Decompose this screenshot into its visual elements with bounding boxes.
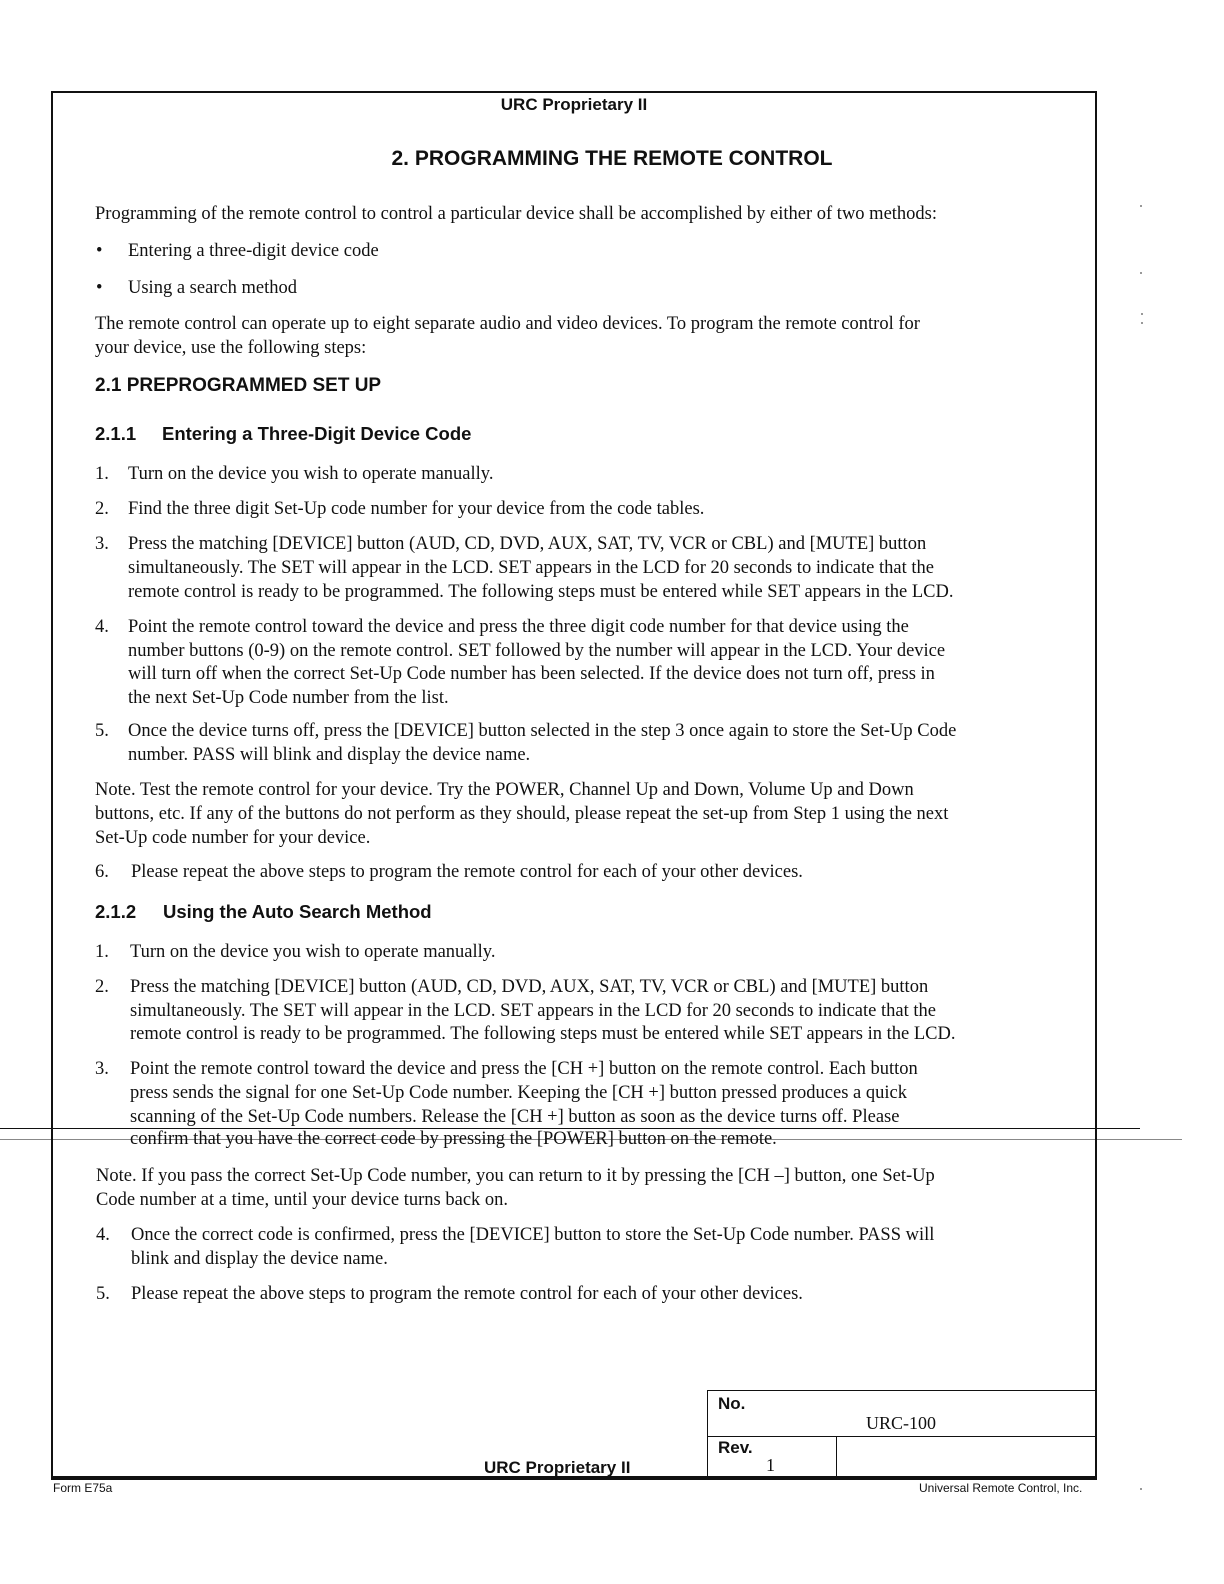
- struck-text-line: confirm that you have the correct code by pressing the [POWER] button on the remote.: [130, 1129, 777, 1149]
- step-number: 2.: [95, 977, 109, 997]
- step-number: 1.: [95, 464, 109, 484]
- step-number: 4.: [95, 617, 109, 637]
- step-number: 5.: [95, 721, 109, 741]
- section-number-2-1-1: 2.1.1: [95, 423, 137, 444]
- bullet-item: Using a search method: [128, 278, 298, 298]
- doc-number-box: [707, 1390, 1097, 1437]
- scan-mark: [1141, 322, 1143, 324]
- step-line: Point the remote control toward the device and press the three digit code number for that device using the: [128, 617, 909, 637]
- step-line: the next Set-Up Code number from the list.: [128, 688, 449, 708]
- step-line: number. PASS will blink and display the device name.: [128, 745, 531, 765]
- footer-rule: [51, 1478, 1097, 1480]
- note-line: buttons, etc. If any of the buttons do not perform as they should, please repeat the set-up from Step 1 using the next: [95, 804, 949, 824]
- doc-number-value: URC-100: [866, 1413, 937, 1433]
- step-line: press sends the signal for one Set-Up Code number. Keeping the [CH +] button pressed produces a quick: [130, 1083, 907, 1103]
- intro2-line: The remote control can operate up to eight separate audio and video devices. To program the remote control for: [95, 314, 920, 334]
- step-line: Turn on the device you wish to operate manually.: [130, 942, 496, 962]
- step-line: Point the remote control toward the device and press the [CH +] button on the remote control. Each button: [130, 1059, 918, 1079]
- revision-label: Rev.: [718, 1438, 753, 1457]
- step-line: will turn off when the correct Set-Up Code number has been selected. If the device does not turn off, press in: [128, 664, 935, 684]
- step-line: blink and display the device name.: [131, 1249, 388, 1269]
- step-line: Press the matching [DEVICE] button (AUD, CD, DVD, AUX, SAT, TV, VCR or CBL) and [MUTE] button: [130, 977, 929, 997]
- step-line: scanning of the Set-Up Code numbers. Release the [CH +] button as soon as the device turns off. Please: [130, 1107, 900, 1127]
- page-title: 2. PROGRAMMING THE REMOTE CONTROL: [391, 147, 833, 170]
- note-line: Code number at a time, until your device turns back on.: [96, 1190, 509, 1210]
- form-number: Form E75a: [53, 1481, 113, 1495]
- scan-mark: [1140, 1488, 1142, 1490]
- step-line: Press the matching [DEVICE] button (AUD, CD, DVD, AUX, SAT, TV, VCR or CBL) and [MUTE] button: [128, 534, 927, 554]
- step-line: Turn on the device you wish to operate manually.: [128, 464, 494, 484]
- step-line: Please repeat the above steps to program the remote control for each of your other devices.: [131, 862, 803, 882]
- step-line: Find the three digit Set-Up code number for your device from the code tables.: [128, 499, 705, 519]
- step-line: remote control is ready to be programmed. The following steps must be entered while SET appears in the LCD.: [128, 582, 954, 602]
- step-number: 1.: [95, 942, 109, 962]
- doc-number-label: No.: [718, 1394, 746, 1413]
- intro2-line: your device, use the following steps:: [95, 338, 367, 358]
- scan-mark: [1141, 313, 1143, 315]
- section-heading-2-1-1: Entering a Three-Digit Device Code: [162, 423, 472, 444]
- company-name: Universal Remote Control, Inc.: [919, 1481, 1083, 1495]
- revision-blank-cell: [836, 1436, 1097, 1478]
- scan-mark: [1140, 205, 1142, 207]
- revision-box: [707, 1436, 837, 1478]
- step-number: 3.: [95, 1059, 109, 1079]
- scan-mark: [1140, 272, 1142, 274]
- note-line: Note. If you pass the correct Set-Up Code number, you can return to it by pressing the [CH –] button, one Set-Up: [96, 1166, 935, 1186]
- bullet-icon: •: [96, 241, 103, 261]
- step-line: simultaneously. The SET will appear in the LCD. SET appears in the LCD for 20 seconds to indicate that the: [128, 558, 934, 578]
- step-number: 3.: [95, 534, 109, 554]
- section-heading-2-1-2: Using the Auto Search Method: [163, 901, 432, 922]
- step-line: simultaneously. The SET will appear in the LCD. SET appears in the LCD for 20 seconds to indicate that the: [130, 1001, 936, 1021]
- bullet-item: Entering a three-digit device code: [128, 241, 379, 261]
- step-number: 5.: [96, 1284, 110, 1304]
- step-line: Once the correct code is confirmed, press the [DEVICE] button to store the Set-Up Code number. PASS will: [131, 1225, 935, 1245]
- step-number: 6.: [95, 862, 109, 882]
- step-line: number buttons (0-9) on the remote control. SET followed by the number will appear in the LCD. Your device: [128, 641, 946, 661]
- bullet-icon: •: [96, 278, 103, 298]
- intro-paragraph: Programming of the remote control to control a particular device shall be accomplished by either of two methods:: [95, 204, 938, 224]
- step-line: Once the device turns off, press the [DEVICE] button selected in the step 3 once again to store the Set-Up Code: [128, 721, 957, 741]
- section-number-2-1-2: 2.1.2: [95, 901, 137, 922]
- header-proprietary: URC Proprietary II: [500, 95, 648, 114]
- step-number: 4.: [96, 1225, 110, 1245]
- step-line: remote control is ready to be programmed. The following steps must be entered while SET appears in the LCD.: [130, 1024, 956, 1044]
- note-line: Set-Up code number for your device.: [95, 828, 371, 848]
- step-line: Please repeat the above steps to program the remote control for each of your other devices.: [131, 1284, 803, 1304]
- footer-proprietary: URC Proprietary II: [484, 1458, 631, 1477]
- note-line: Note. Test the remote control for your device. Try the POWER, Channel Up and Down, Volume Up and Down: [95, 780, 914, 800]
- step-number: 2.: [95, 499, 109, 519]
- revision-value: 1: [766, 1455, 775, 1475]
- section-heading-2-1: 2.1 PREPROGRAMMED SET UP: [95, 375, 382, 396]
